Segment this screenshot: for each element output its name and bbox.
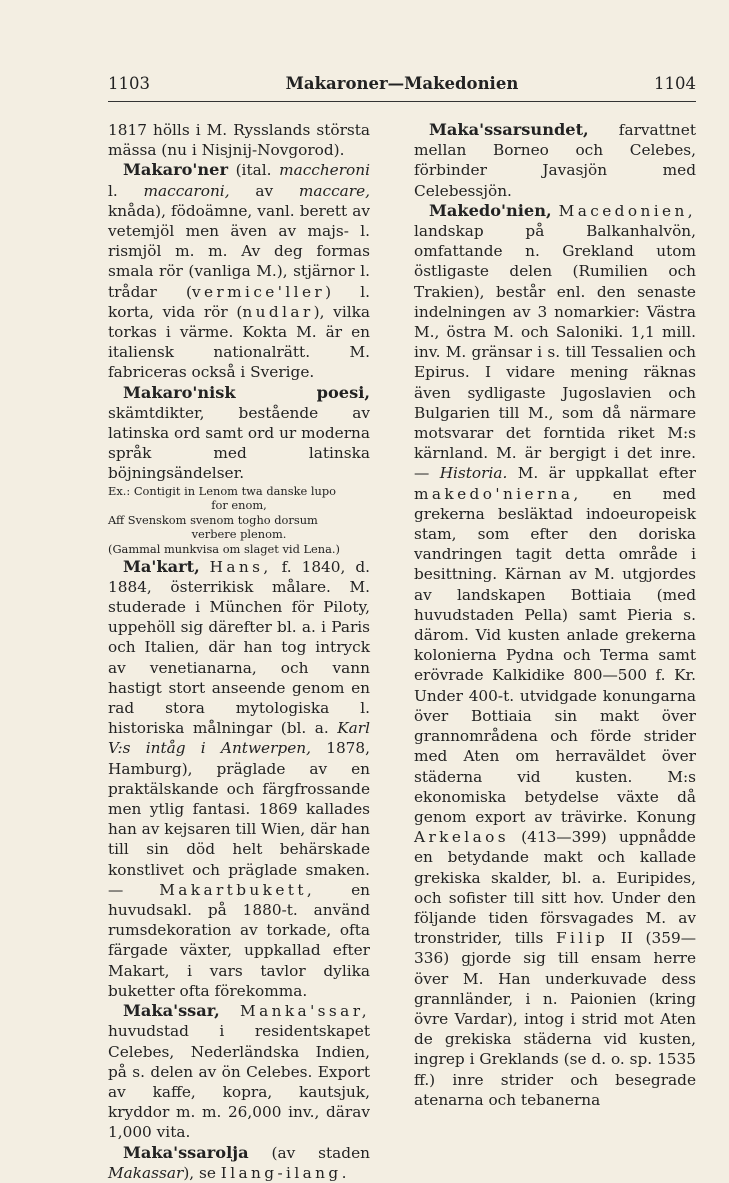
headword: Ma'kart, <box>123 556 200 576</box>
entry-continuation: 1817 hölls i M. Rysslands största mässa (nu i Nisjnij-Novgorod). <box>108 121 370 160</box>
headword: Maka'ssar, <box>123 1001 220 1021</box>
headword: Maka'ssarsundet, <box>429 120 589 139</box>
left-column <box>108 120 370 1183</box>
page-header <box>108 74 696 100</box>
entry-makassarsundet: Maka'ssarsundet, farvattnet mellan Borneo och Celebes, förbinder Javasjön med Celebessjön. <box>414 120 696 200</box>
entry-makassarolja: Maka'ssarolja (av staden Makassar), se Ilang-ilang. <box>108 1142 370 1182</box>
right-column <box>414 120 696 1110</box>
entry-makaroner: Makaro'ner (ital. maccheroni l. maccaroni, av maccare, knåda), födoämne, vanl. berett av vetemjöl men även av majs- l. rismjöl m. m. Av deg formas smala rör (vanliga M.), stjärnor l. trådar (vermice'ller) l. korta, vida rör (nudlar), vilka torkas i värme. Kokta M. är en italiensk nationalrätt. M. fabriceras också i Sverige. <box>108 160 370 382</box>
headword: Maka'ssarolja <box>123 1142 249 1162</box>
headword: Makaro'nisk poesi, <box>123 382 370 402</box>
page-number-right: 1104 <box>654 74 696 93</box>
entry-makedonien: Makedo'nien, Macedonien, landskap på Balkanhalvön, omfattande n. Grekland utom östligaste delen (Rumilien och Trakien), består enl. den senaste indelningen av 3 nomarkier: Västra M., östra M. och Saloniki. 1,1 mill. inv. M. gränsar i s. till Tessalien och Epirus. I vidare mening räknas även sydligaste Jugoslavien och Bulgarien till M., som då närmare motsvarar det forntida riket M:s kärnland. M. är bergigt i det inre. — Historia. M. är uppkallat efter makedo'nierna, en med grekerna besläktad indoeuropeisk stam, som efter den doriska vandringen tagit detta område i besittning. Kärnan av M. utgjordes av landskapen Bottiaia (med huvudstaden Pella) samt Pieria s. därom. Vid kusten anlade grekerna kolonierna Pydna och Terma samt erövrade Kalkidike 800—500 f. Kr. Under 400-t. utvidgade konungarna över Bottiaia sin makt över grannområdena och förde strider med Aten om herraväldet över städerna vid kusten. M:s ekonomiska betydelse växte då genom export av trävirke. Konung Arkelaos (413—399) uppnådde en betydande makt och kallade grekiska skalder, bl. a. Euripides, och sofister till sitt hov. Under den följande tiden försvagades M. av tronstrider, tills Filip II (359—336) gjorde sig till ensam herre över M. Han underkuvade dess grannländer, i n. Paionien (kring övre Vardar), intog i strid mot Aten de grekiska städerna vid kusten, ingrep i Greklands (se d. o. sp. 1535 ff.) inre strider och besegrade atenarna och tebanerna <box>414 200 696 1109</box>
entry-makaronisk-poesi: Makaro'nisk poesi, skämtdikter, bestående av latinska ord samt ord ur moderna språk med latinska böjningsändelser. <box>108 382 370 483</box>
header-rule <box>108 101 696 102</box>
entry-makassar: Maka'ssar, Manka'ssar, huvudstad i residentskapet Celebes, Nederländska Indien, på s. delen av ön Celebes. Export av kaffe, kopra, kautsjuk, kryddor m. m. 26,000 inv., därav 1,000 vita. <box>108 1001 370 1142</box>
running-title: Makaroner—Makedonien <box>285 74 519 93</box>
example-verse: Ex.: Contigit in Lenom twa danske lupo for enom, Aff Svenskom svenom togho dorsum verbere plenom. (Gammal munkvisa om slaget vid Lena.) <box>108 483 340 557</box>
entry-makart: Ma'kart, Hans, f. 1840, d. 1884, österrikisk målare. M. studerade i München för Piloty, uppehöll sig därefter bl. a. i Paris och Italien, där han tog intryck av venetianarna, och vann hastigt stort anseende genom en rad stora mytologiska l. historiska målningar (bl. a. Karl V:s intåg i Antwerpen, 1878, Hamburg), präglade av en praktälskande och färgfrossande men ytlig fantasi. 1869 kallades han av kejsaren till Wien, där han till sin död helt behärskade konstlivet och präglade smaken. — Makartbukett, en huvudsakl. på 1880-t. använd rumsdekoration av torkade, ofta färgade växter, uppkallad efter Makart, i vars tavlor dylika buketter ofta förekomma. <box>108 556 371 1000</box>
headword: Makedo'nien, <box>429 200 552 220</box>
headword: Makaro'ner <box>123 160 228 180</box>
page-number-left: 1103 <box>108 74 150 93</box>
